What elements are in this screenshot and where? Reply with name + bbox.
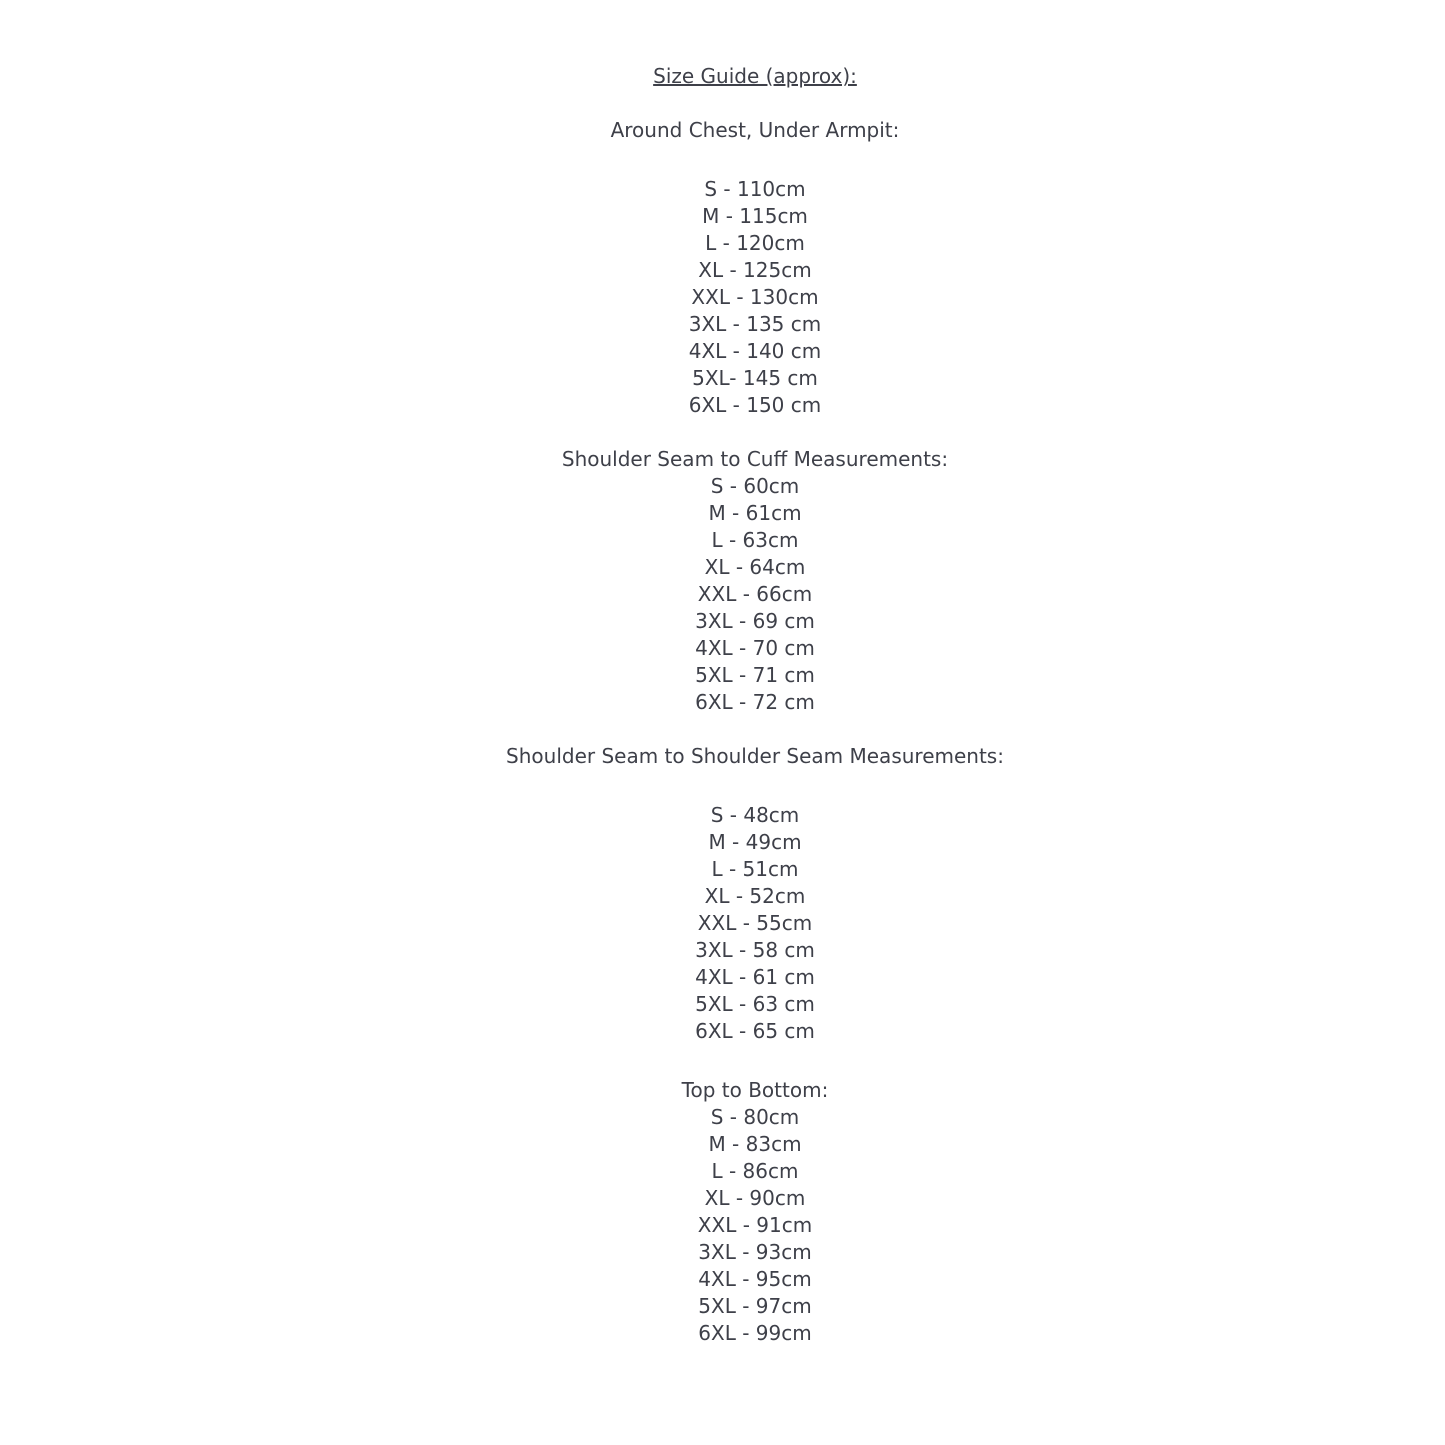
measurement-line: 5XL - 97cm bbox=[698, 1294, 812, 1318]
measurement-line: L - 51cm bbox=[711, 857, 799, 881]
measurement-line: 4XL - 95cm bbox=[698, 1267, 812, 1291]
measurement-line: 4XL - 70 cm bbox=[695, 636, 815, 660]
measurement-line: 5XL - 63 cm bbox=[695, 992, 815, 1016]
measurement-line: 3XL - 69 cm bbox=[695, 609, 815, 633]
measurement-line: 6XL - 99cm bbox=[698, 1321, 812, 1345]
measurement-line: 5XL- 145 cm bbox=[692, 366, 818, 390]
measurement-line: S - 80cm bbox=[710, 1105, 800, 1129]
section-shoulder-to-cuff bbox=[65, 446, 1445, 716]
measurement-line: 6XL - 72 cm bbox=[695, 690, 815, 714]
measurement-line: XXL - 130cm bbox=[691, 285, 819, 309]
measurement-line: XL - 90cm bbox=[704, 1186, 806, 1210]
measurement-line: XXL - 66cm bbox=[697, 582, 813, 606]
measurement-line: M - 115cm bbox=[702, 204, 808, 228]
measurement-line: 3XL - 93cm bbox=[698, 1240, 812, 1264]
measurement-line: 4XL - 61 cm bbox=[695, 965, 815, 989]
measurement-line: M - 61cm bbox=[708, 501, 802, 525]
measurement-line: S - 60cm bbox=[710, 474, 800, 498]
measurement-line: M - 83cm bbox=[708, 1132, 802, 1156]
section-heading-shoulder-to-shoulder: Shoulder Seam to Shoulder Seam Measurements: bbox=[506, 744, 1004, 768]
measurement-line: 3XL - 58 cm bbox=[695, 938, 815, 962]
section-top-to-bottom bbox=[65, 1077, 1445, 1347]
section-list-shoulder-to-shoulder bbox=[65, 802, 1445, 1045]
measurement-line: 5XL - 71 cm bbox=[695, 663, 815, 687]
measurement-line: XXL - 55cm bbox=[697, 911, 813, 935]
section-heading-around-chest: Around Chest, Under Armpit: bbox=[610, 118, 900, 142]
measurement-line: L - 120cm bbox=[705, 231, 805, 255]
measurement-line: XL - 64cm bbox=[704, 555, 806, 579]
measurement-line: XL - 125cm bbox=[698, 258, 812, 282]
measurement-line: S - 110cm bbox=[704, 177, 806, 201]
measurement-line: L - 63cm bbox=[711, 528, 799, 552]
measurement-line: 6XL - 65 cm bbox=[695, 1019, 815, 1043]
section-heading-shoulder-to-cuff: Shoulder Seam to Cuff Measurements: bbox=[561, 447, 949, 471]
measurement-line: XXL - 91cm bbox=[697, 1213, 813, 1237]
section-heading-top-to-bottom: Top to Bottom: bbox=[681, 1078, 829, 1102]
measurement-line: 4XL - 140 cm bbox=[688, 339, 822, 363]
measurement-line: 3XL - 135 cm bbox=[688, 312, 822, 336]
measurement-line: L - 86cm bbox=[711, 1159, 799, 1183]
measurement-line: XL - 52cm bbox=[704, 884, 806, 908]
section-list-around-chest bbox=[65, 176, 1445, 419]
measurement-line: M - 49cm bbox=[708, 830, 802, 854]
measurement-line: 6XL - 150 cm bbox=[688, 393, 822, 417]
size-guide-title: Size Guide (approx): bbox=[653, 64, 857, 88]
measurement-line: S - 48cm bbox=[710, 803, 800, 827]
